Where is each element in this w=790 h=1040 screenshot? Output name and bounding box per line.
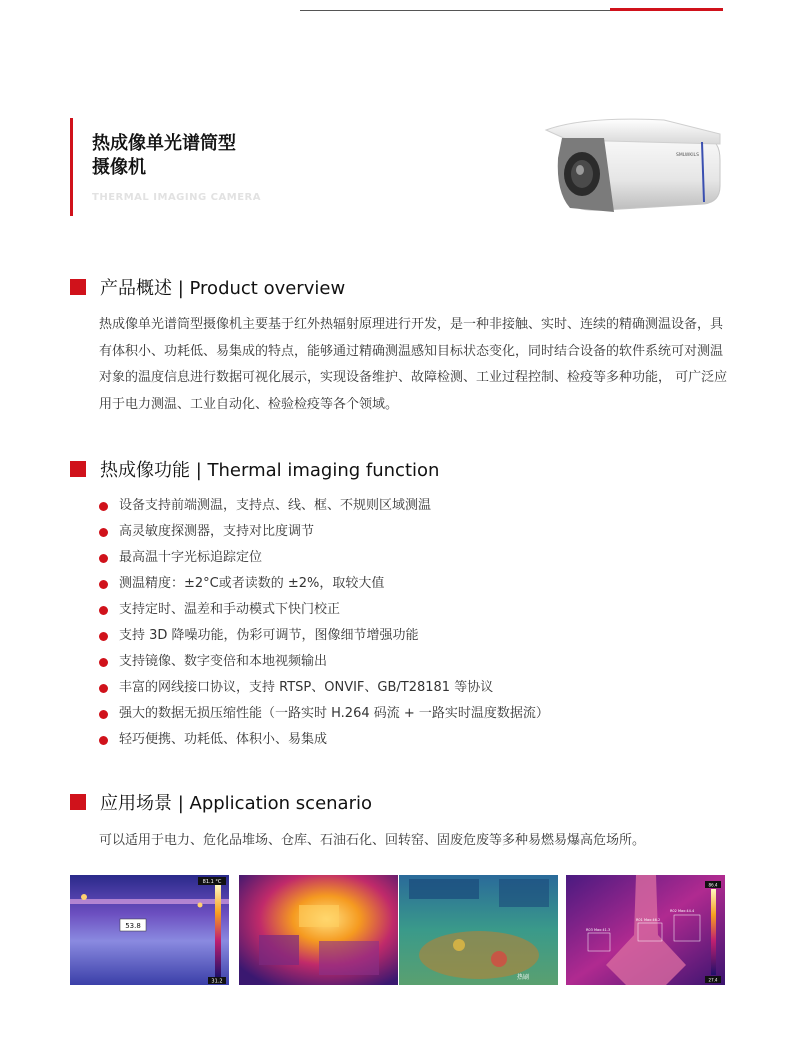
max-temp-label: 86.4	[708, 882, 718, 888]
page-subtitle: THERMAL IMAGING CAMERA	[92, 192, 261, 203]
list-item-text: 支持定时、温差和手动模式下快门校正	[119, 602, 341, 617]
bullet-dot-icon	[99, 684, 108, 693]
list-item	[99, 597, 549, 623]
list-item	[99, 545, 549, 571]
roi1-label: R01 Max:46.2	[636, 918, 661, 922]
heading-square-icon	[70, 794, 86, 810]
bullet-dot-icon	[99, 736, 108, 745]
title-accent-bar	[70, 118, 73, 216]
camera-brand-label: SMLWKILS	[676, 153, 699, 158]
thermal-thumbnail-warehouse	[239, 875, 398, 985]
bullet-dot-icon	[99, 554, 108, 563]
bullet-dot-icon	[99, 502, 108, 511]
overview-heading-text: 产品概述 | Product overview	[100, 278, 346, 299]
min-temp-label: 27.4	[708, 977, 718, 983]
bullet-dot-icon	[99, 710, 108, 719]
list-item-text: 最高温十字光标追踪定位	[119, 550, 263, 565]
functions-heading	[70, 456, 439, 482]
list-item	[99, 727, 549, 753]
list-item	[99, 649, 549, 675]
max-temp-label: 81.1 °C	[202, 879, 222, 885]
application-heading-text: 应用场景 | Application scenario	[100, 793, 373, 814]
thermal-thumbnail-kiln	[399, 875, 558, 985]
bullet-dot-icon	[99, 528, 108, 537]
list-item	[99, 493, 549, 519]
bullet-dot-icon	[99, 632, 108, 641]
list-item	[99, 571, 549, 597]
list-item-text: 强大的数据无损压缩性能（一路实时 H.264 码流 + 一路实时温度数据流）	[119, 706, 549, 721]
application-heading	[70, 789, 372, 815]
thermal-thumbnail-substation	[70, 875, 229, 985]
spot-temp-label: 53.8	[125, 922, 141, 930]
function-list	[99, 493, 549, 753]
list-item-text: 测温精度：±2°C或者读数的 ±2%，取较大值	[119, 576, 385, 591]
list-item	[99, 675, 549, 701]
bullet-camera-image	[544, 112, 724, 220]
list-item-text: 丰富的网线接口协议，支持 RTSP、ONVIF、GB/T28181 等协议	[119, 680, 494, 695]
page-title: 热成像单光谱筒型 摄像机	[92, 133, 236, 178]
application-paragraph: 可以适用于电力、危化品堆场、仓库、石油石化、回转窑、固废危废等多种易燃易爆高危场所。	[99, 833, 646, 848]
bullet-dot-icon	[99, 606, 108, 615]
overview-paragraph: 热成像单光谱筒型摄像机主要基于红外热辐射原理进行开发，是一种非接触、实时、连续的精确测温设备，具有体积小、功耗低、易集成的特点，能够通过精确测温感知目标状态变化，同时结合设备的软件系统可对测温对象的温度信息进行数据可视化展示，实现设备维护、故障检测、工业过程控制、检疫等多种功能， 可广泛应用于电力测温、工业自动化、检验检疫等各个领域。	[99, 317, 728, 413]
list-item-text: 高灵敏度探测器，支持对比度调节	[119, 524, 315, 539]
bullet-dot-icon	[99, 580, 108, 589]
heading-square-icon	[70, 461, 86, 477]
bullet-dot-icon	[99, 658, 108, 667]
roi2-label: R02 Max:44.4	[670, 909, 695, 913]
thumbnail-tag: 热刷	[517, 974, 530, 981]
functions-heading-text: 热成像功能 | Thermal imaging function	[100, 460, 440, 481]
list-item	[99, 701, 549, 727]
list-item-text: 轻巧便携、功耗低、体积小、易集成	[119, 732, 328, 747]
roi3-label: R03 Max:41.3	[586, 928, 611, 932]
top-rule	[300, 10, 610, 11]
min-temp-label: 31.2	[211, 978, 223, 985]
overview-heading	[70, 274, 345, 300]
list-item	[99, 519, 549, 545]
heading-square-icon	[70, 279, 86, 295]
list-item-text: 支持 3D 降噪功能，伪彩可调节，图像细节增强功能	[119, 628, 419, 643]
list-item-text: 设备支持前端测温，支持点、线、框、不规则区域测温	[119, 498, 432, 513]
list-item-text: 支持镜像、数字变倍和本地视频输出	[119, 654, 328, 669]
top-rule-accent	[610, 8, 723, 11]
list-item	[99, 623, 549, 649]
thermal-thumbnail-pipe	[566, 875, 725, 985]
